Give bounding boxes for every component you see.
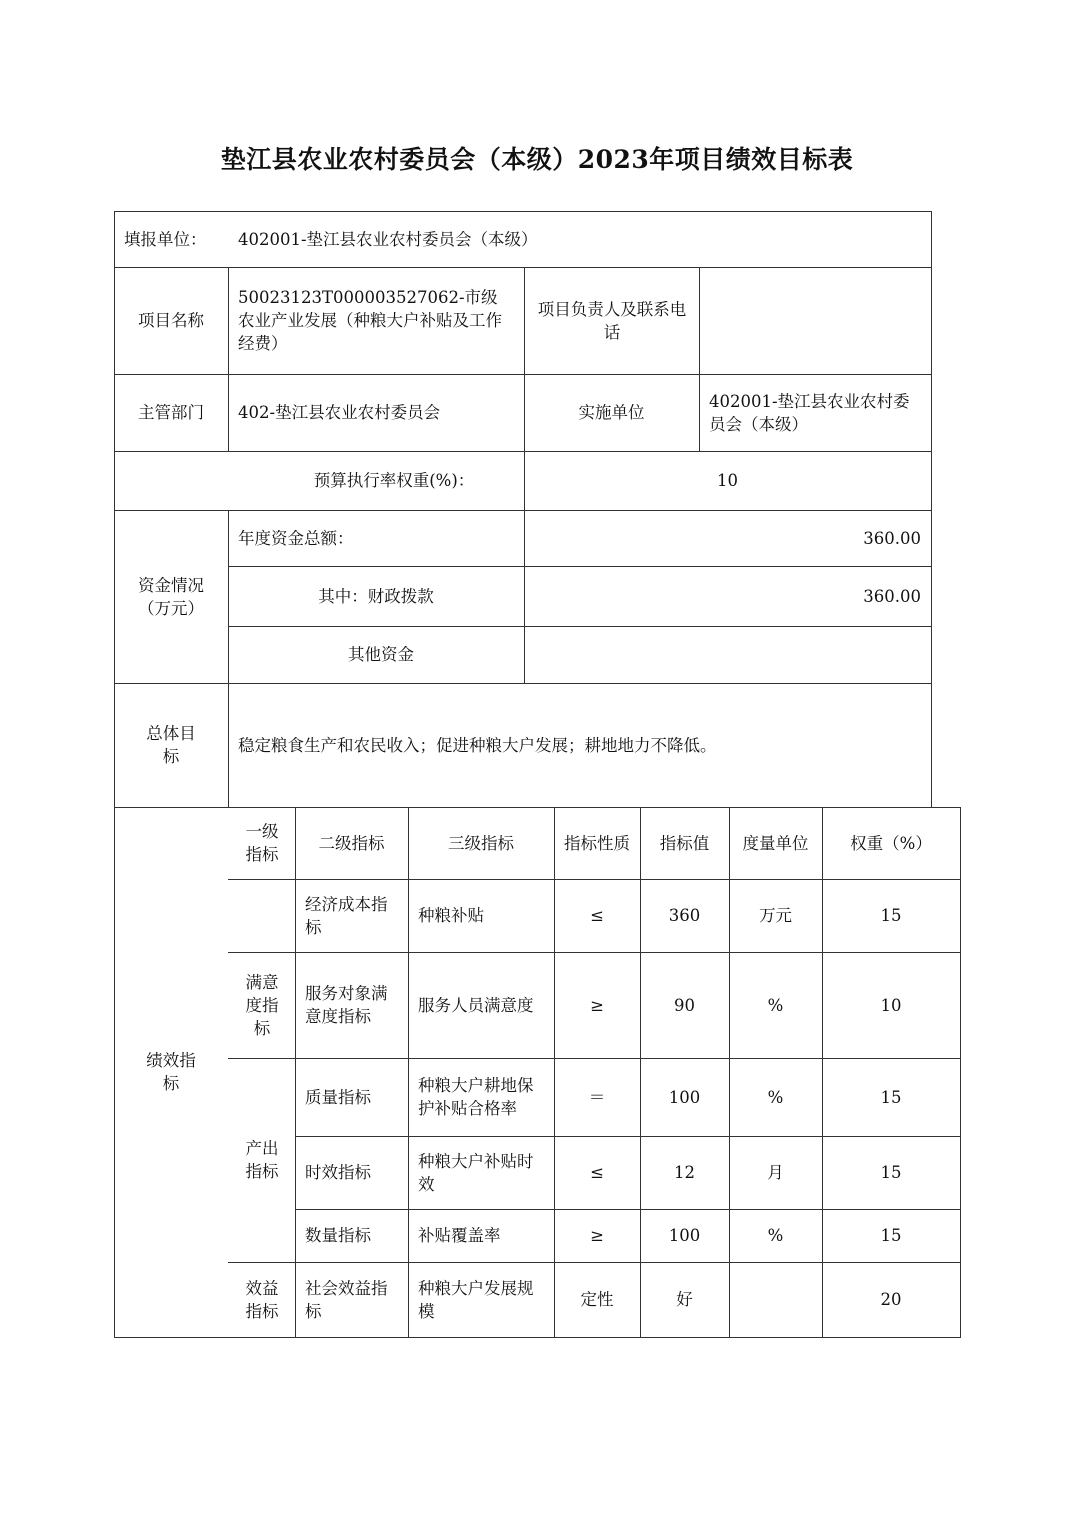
unit-cell: % — [767, 1087, 784, 1107]
weight-cell: 10 — [880, 995, 902, 1015]
contact-label: 项目负责人及联系电话 — [537, 299, 687, 342]
unit-cell: % — [767, 1226, 784, 1245]
funds-fiscal-value: 360.00 — [863, 586, 921, 606]
unit-cell — [729, 1262, 822, 1337]
impl-label: 实施单位 — [578, 403, 645, 422]
nature-cell: ≥ — [590, 1226, 604, 1245]
l1-cell: 满意度指标 — [245, 972, 279, 1038]
l2-cell: 时效指标 — [305, 1163, 371, 1182]
value-cell: 100 — [668, 1226, 701, 1245]
fill-unit-label: 填报单位： — [124, 229, 207, 249]
nature-cell: ＝ — [588, 1087, 606, 1107]
dept-label: 主管部门 — [138, 403, 204, 422]
col-header: 一级指标 — [245, 822, 279, 864]
l2-cell: 社会效益指标 — [305, 1278, 388, 1321]
col-header: 度量单位 — [742, 833, 809, 853]
indicators-label: 绩效指标 — [146, 1051, 196, 1093]
l2-cell: 数量指标 — [305, 1226, 371, 1245]
budget-rate-value: 10 — [717, 471, 738, 490]
unit-cell: % — [767, 995, 784, 1015]
goal-label: 总体目标 — [146, 724, 196, 766]
nature-cell: ≤ — [590, 1163, 604, 1182]
unit-cell: 月 — [767, 1163, 784, 1182]
project-name-label: 项目名称 — [138, 311, 204, 330]
funds-total-label: 年度资金总额： — [238, 528, 354, 548]
funds-other-value — [524, 626, 931, 683]
goal-text: 稳定粮食生产和农民收入；促进种粮大户发展；耕地地力不降低。 — [238, 735, 717, 755]
col-header: 指标性质 — [564, 833, 630, 853]
l3-cell: 种粮大户耕地保护补贴合格率 — [418, 1076, 534, 1118]
l2-cell: 质量指标 — [305, 1087, 371, 1107]
funds-other-label: 其他资金 — [348, 645, 414, 664]
project-name-value: 50023123T000003527062-市级农业产业发展（种粮大户补贴及工作经费） — [238, 288, 502, 353]
value-cell: 90 — [674, 995, 695, 1015]
contact-value — [699, 267, 931, 374]
col-header: 指标值 — [659, 833, 710, 853]
funds-label: 资金情况（万元） — [138, 575, 204, 618]
funds-total-value: 360.00 — [863, 528, 921, 548]
col-header: 二级指标 — [318, 833, 385, 853]
page-title: 垫江县农业农村委员会（本级）2023年项目绩效目标表 — [220, 145, 854, 174]
weight-cell: 15 — [880, 1087, 902, 1107]
weight-cell: 15 — [880, 906, 902, 925]
nature-cell: ≥ — [590, 995, 604, 1015]
l3-cell: 服务人员满意度 — [418, 995, 534, 1015]
col-header: 权重（%） — [850, 833, 932, 853]
weight-cell: 15 — [880, 1163, 902, 1182]
weight-cell: 20 — [880, 1290, 902, 1309]
value-cell: 360 — [668, 906, 701, 925]
l2-cell: 经济成本指标 — [305, 894, 388, 937]
unit-cell: 万元 — [759, 906, 792, 925]
fill-unit-value: 402001-垫江县农业农村委员会（本级） — [238, 229, 538, 249]
l1-cell — [228, 879, 295, 952]
nature-cell: 定性 — [580, 1290, 614, 1309]
value-cell: 好 — [676, 1290, 693, 1309]
l2-cell: 服务对象满意度指标 — [305, 984, 388, 1026]
budget-rate-label: 预算执行率权重(%)： — [313, 471, 475, 490]
weight-cell: 15 — [880, 1226, 902, 1245]
l3-cell: 种粮大户补贴时效 — [418, 1151, 534, 1194]
l1-cell: 效益指标 — [245, 1278, 279, 1321]
l1-cell: 产出指标 — [245, 1139, 279, 1181]
dept-value: 402-垫江县农业农村委员会 — [238, 403, 441, 422]
funds-fiscal-label: 其中：财政拨款 — [318, 586, 434, 606]
l3-cell: 种粮大户发展规模 — [418, 1278, 534, 1321]
col-header: 三级指标 — [448, 833, 514, 853]
l3-cell: 补贴覆盖率 — [418, 1226, 501, 1245]
l3-cell: 种粮补贴 — [418, 906, 484, 925]
value-cell: 100 — [668, 1087, 701, 1107]
impl-value: 402001-垫江县农业农村委员会（本级） — [709, 391, 910, 434]
nature-cell: ≤ — [590, 906, 604, 925]
value-cell: 12 — [674, 1163, 695, 1182]
